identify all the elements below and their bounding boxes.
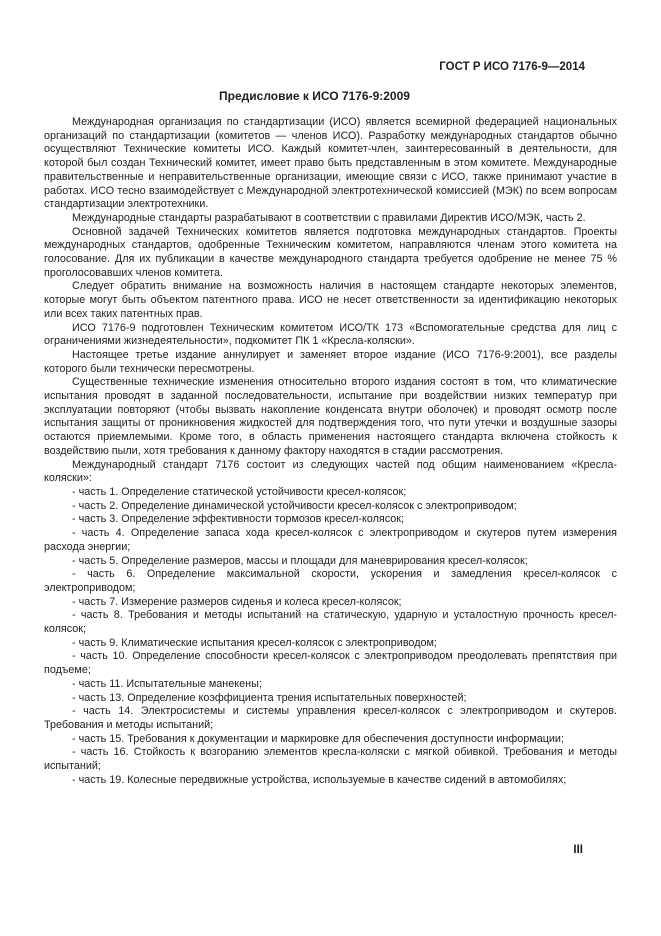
parts-list-item: - часть 9. Климатические испытания кресел-колясок с электроприводом;	[72, 636, 437, 649]
foreword-paragraph: Основной задачей Технических комитетов является подготовка международных стандартов. Проекты международных стандартов, одобренные Техническим комитетом, направляются членам этого комитета на голосование. Для их публикации в качестве международного стандарта требуется одобрение не менее 75 % проголосовавших членов комитета.	[44, 225, 617, 279]
page-title: Предисловие к ИСО 7176-9:2009	[219, 89, 410, 103]
parts-list-item: - часть 8. Требования и методы испытаний на статическую, ударную и усталостную прочность кресел-колясок;	[44, 609, 617, 636]
foreword-paragraph: Настоящее третье издание аннулирует и заменяет второе издание (ИСО 7176-9:2001), все разделы которого были технически пересмотрены.	[44, 348, 617, 375]
parts-list-item: - часть 11. Испытательные манекены;	[72, 677, 262, 690]
parts-list-item: - часть 14. Электросистемы и системы управления кресел-колясок с электроприводом и скутеров. Требования и методы испытаний;	[44, 705, 617, 731]
foreword-paragraph: Международная организация по стандартизации (ИСО) является всемирной федерацией национальных организаций по стандартизации (комитетов — членов ИСО). Разработку международных стандартов обычно осуществляют Технические комитеты ИСО. Каждый комитет-член, заинтересованный в деятельности, для которой был создан Технический комитет, имеет право быть представленным в этом комитете. Международные правительственные и неправительственные организации, имеющие связи с ИСО, также принимают участие в работах. ИСО тесно взаимодействует с Международной электротехнической комиссией (МЭК) по всем вопросам стандартизации электротехники.	[44, 116, 617, 211]
parts-list-item: - часть 3. Определение эффективности тормозов кресел-колясок;	[72, 513, 405, 526]
parts-list-item: - часть 13. Определение коэффициента трения испытательных поверхностей;	[72, 691, 467, 704]
foreword-paragraph: Международные стандарты разрабатывают в соответствии с правилами Директив ИСО/МЭК, часть 2.	[72, 211, 586, 224]
parts-list-item: - часть 16. Стойкость к возгоранию элементов кресла-коляски с мягкой обивкой. Требования и методы испытаний;	[44, 746, 617, 773]
parts-list-item: - часть 15. Требования к документации и маркировке для обеспечения доступности информации;	[72, 732, 564, 745]
foreword-paragraph: Международный стандарт 7176 состоит из следующих частей под общим наименованием «Кресла-коляски»:	[44, 458, 617, 485]
parts-list-item: - часть 5. Определение размеров, массы и площади для маневрирования кресел-колясок;	[72, 554, 528, 567]
page-number: III	[573, 844, 583, 856]
parts-list-item: - часть 6. Определение максимальной скорости, ускорения и замедления кресел-колясок с электроприводом;	[44, 568, 617, 594]
foreword-paragraph: Существенные технические изменения относительно второго издания состоят в том, что климатические испытания проводят в заданной последовательности, испытание при воздействии низких температур при эксплуатации повторяют (чтобы вызвать накопление конденсата внутри оболочек) и проводят осмотр после испытания защиты от проникновения жидкостей для подтверждения того, что пути утечки и воздушные зазоры остаются приемлемыми. Кроме того, в область применения настоящего стандарта включена стойкость к воздействию пыли, хотя требования к данному фактору находятся в стадии рассмотрения.	[44, 376, 617, 457]
foreword-body	[44, 116, 617, 787]
parts-list-item: - часть 7. Измерение размеров сиденья и колеса кресел-колясок;	[72, 595, 402, 608]
parts-list-item: - часть 2. Определение динамической устойчивости кресел-колясок с электроприводом;	[72, 499, 517, 512]
document-code: ГОСТ Р ИСО 7176-9—2014	[439, 61, 585, 73]
parts-list-item: - часть 19. Колесные передвижные устройства, используемые в качестве сидений в автомобилях;	[72, 773, 567, 786]
foreword-paragraph: Следует обратить внимание на возможность наличия в настоящем стандарте некоторых элементов, которые могут быть объектом патентного права. ИСО не несет ответственности за идентификацию некоторых или всех таких патентных прав.	[44, 280, 617, 320]
parts-list-item: - часть 4. Определение запаса хода кресел-колясок с электроприводом и скутеров путем измерения расхода энергии;	[44, 527, 617, 553]
parts-list-item: - часть 10. Определение способности кресел-колясок с электроприводом преодолевать препятствия при подъеме;	[44, 650, 617, 677]
foreword-paragraph: ИСО 7176-9 подготовлен Техническим комитетом ИСО/ТК 173 «Вспомогательные средства для лиц с ограничениями жизнедеятельности», подкомитет ПК 1 «Кресла-коляски».	[44, 321, 617, 348]
parts-list-item: - часть 1. Определение статической устойчивости кресел-колясок;	[72, 485, 407, 498]
